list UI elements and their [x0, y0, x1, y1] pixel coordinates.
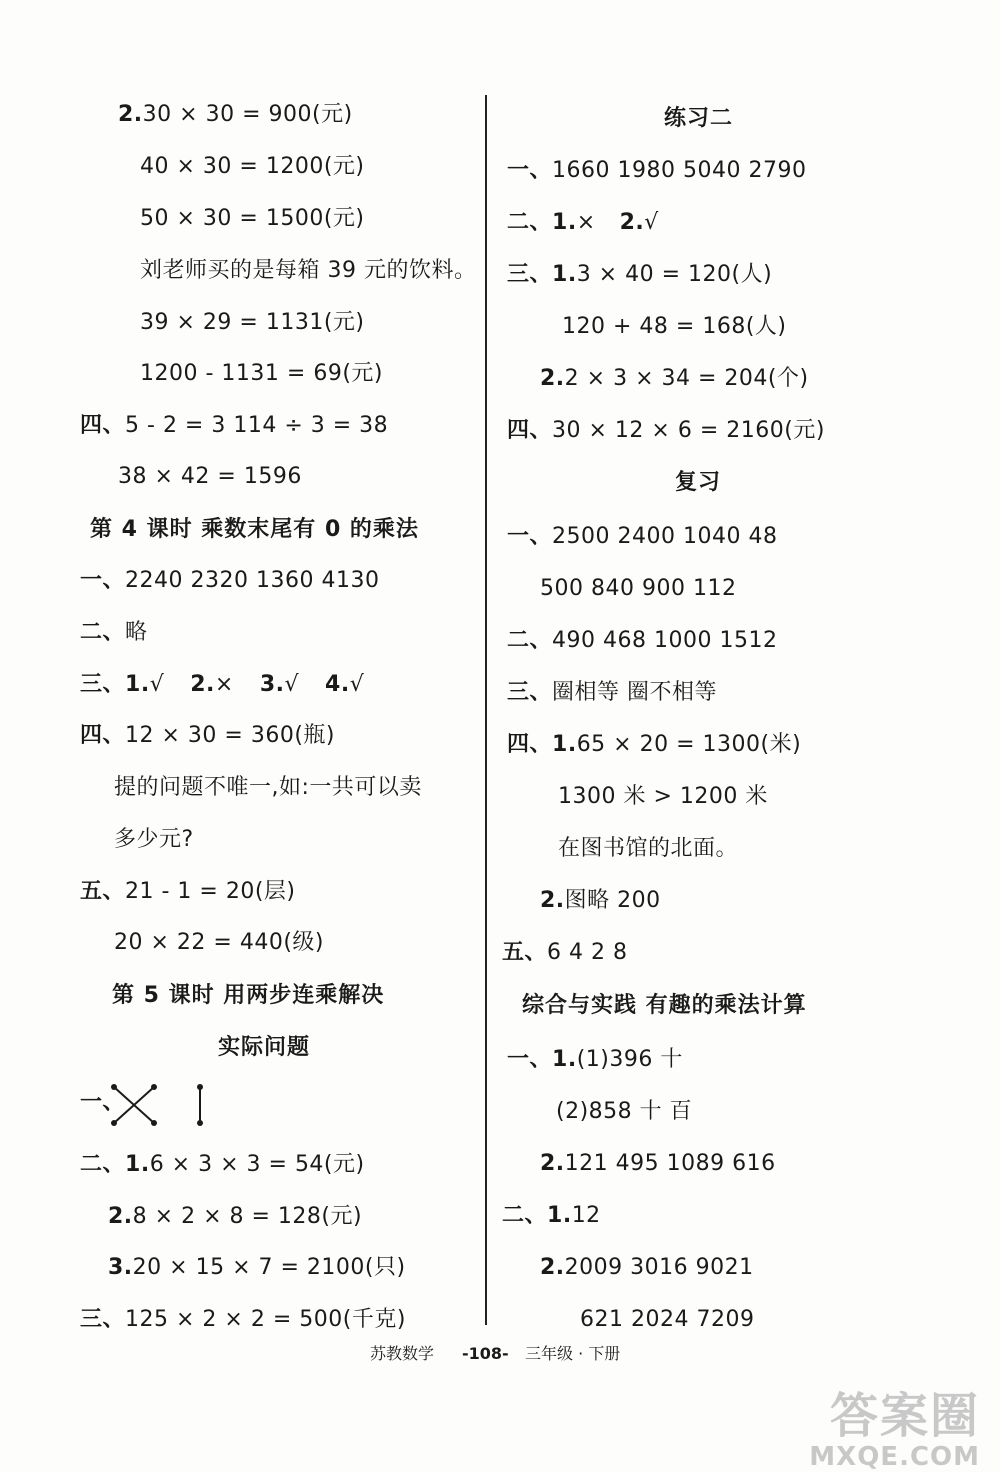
watermark-logo-text: 答案圈 [829, 1388, 980, 1444]
section-mark: 四、 [80, 413, 126, 438]
practice-q2 [502, 1201, 601, 1231]
practice-q1-2 [540, 1149, 776, 1179]
matching-lines-diagram [108, 1083, 218, 1129]
section-mark: 四、 [507, 418, 553, 443]
review-q4-b: 1300 米 > 1200 米 [558, 784, 768, 809]
practice-q2-2 [540, 1253, 754, 1283]
section-mark: 三、 [507, 680, 553, 705]
answers: 图略 200 [564, 888, 661, 913]
review-q1-b: 500 840 900 112 [540, 576, 737, 601]
exercise-2-heading: 练习二 [664, 106, 734, 131]
footer-grade: 三年级 · 下册 [525, 1344, 621, 1363]
lesson-5-heading-2: 实际问题 [218, 1035, 311, 1060]
practice-q1-b: (2)858 十 百 [556, 1099, 693, 1124]
section-mark: 一、 [507, 1047, 553, 1072]
section-mark: 一、 [80, 568, 126, 593]
section-mark: 一、 [507, 524, 553, 549]
answers: 略 [125, 620, 148, 645]
item-number: 2. [540, 888, 565, 913]
equation: 6 × 3 × 3 = 54(元) [149, 1152, 365, 1177]
check-mark: √ [349, 672, 365, 697]
equation: 8 × 2 × 8 = 128(元) [132, 1204, 363, 1229]
section-mark: 四、 [80, 723, 126, 748]
equation: 30 × 12 × 6 = 2160(元) [552, 418, 825, 443]
lesson5-q2-3 [108, 1253, 406, 1283]
item-number: 1. [552, 210, 577, 235]
practice-q1 [507, 1045, 683, 1075]
section-mark: 一、 [80, 1090, 126, 1115]
section-mark: 二、 [502, 1203, 548, 1228]
item-number: 2. [540, 366, 565, 391]
equation: 125 × 2 × 2 = 500(千克) [125, 1307, 406, 1332]
review-q4-c: 在图书馆的北面。 [558, 836, 739, 861]
item-number: 2. [190, 672, 215, 697]
section-mark: 五、 [80, 879, 126, 904]
item-number: 3. [108, 1255, 133, 1280]
answers: 6 4 2 8 [547, 940, 628, 965]
lesson5-q2 [80, 1150, 365, 1180]
answers: 2009 3016 9021 [564, 1255, 754, 1280]
review-q5 [502, 938, 627, 968]
item-number: 1. [125, 1152, 150, 1177]
answers: 圈相等 圈不相等 [552, 680, 718, 705]
review-q3 [507, 678, 717, 708]
practice-heading: 综合与实践 有趣的乘法计算 [522, 993, 807, 1018]
left-line-2: 40 × 30 = 1200(元) [140, 154, 365, 179]
ex2-q3-2 [540, 364, 809, 394]
cross-mark: × [214, 672, 234, 697]
equation: 65 × 20 = 1300(米) [576, 732, 802, 757]
lesson4-q1 [80, 566, 379, 596]
lesson4-q4 [80, 721, 335, 751]
item-number: 4. [325, 672, 350, 697]
section-mark: 三、 [507, 262, 553, 287]
section-mark: 一、 [507, 158, 553, 183]
ex2-q1 [507, 156, 806, 186]
lesson4-q5 [80, 877, 296, 907]
check-mark: √ [149, 672, 165, 697]
item-number: 1. [552, 1047, 577, 1072]
lesson4-q5-b: 20 × 22 = 440(级) [114, 930, 324, 955]
review-q4 [507, 730, 801, 760]
section-mark: 二、 [507, 210, 553, 235]
left-line-7 [80, 411, 388, 441]
item-number: 3. [259, 672, 285, 697]
left-line-6: 1200 - 1131 = 69(元) [140, 361, 383, 386]
item-number: 2. [540, 1255, 565, 1280]
item-number: 2. [118, 102, 143, 127]
left-line-3: 50 × 30 = 1500(元) [140, 206, 365, 231]
cross-mark: × [576, 210, 596, 235]
equation: 12 × 30 = 360(瓶) [125, 723, 336, 748]
review-heading: 复习 [675, 470, 722, 495]
equation: 20 × 15 × 7 = 2100(只) [132, 1255, 406, 1280]
item-number: 2. [619, 210, 645, 235]
section-mark: 五、 [502, 940, 548, 965]
practice-q2-b: 621 2024 7209 [580, 1307, 755, 1332]
review-q2 [507, 626, 777, 656]
item-number: 1. [125, 672, 150, 697]
answers: 2500 2400 1040 48 [552, 524, 778, 549]
review-q4-2 [540, 886, 661, 916]
answers: 490 468 1000 1512 [552, 628, 778, 653]
section-mark: 三、 [80, 672, 126, 697]
left-line-5: 39 × 29 = 1131(元) [140, 310, 365, 335]
item-number: 2. [108, 1204, 133, 1229]
column-divider [485, 95, 487, 1325]
section-mark: 二、 [507, 628, 553, 653]
watermark [809, 1390, 980, 1472]
check-mark: √ [284, 672, 300, 697]
left-line-4: 刘老师买的是每箱 39 元的饮料。 [140, 258, 477, 283]
check-mark: √ [644, 210, 659, 235]
lesson4-q4-note-2: 多少元? [114, 827, 194, 852]
lesson4-q2 [80, 618, 148, 648]
section-mark: 三、 [80, 1307, 126, 1332]
review-q1 [507, 522, 777, 552]
page-number: -108- [462, 1344, 509, 1363]
left-line-8: 38 × 42 = 1596 [118, 464, 302, 489]
lesson-4-heading: 第 4 课时 乘数末尾有 0 的乘法 [90, 517, 419, 542]
item-number: 1. [552, 262, 577, 287]
equation: 5 - 2 = 3 114 ÷ 3 = 38 [125, 413, 389, 438]
item-number: 2. [540, 1151, 565, 1176]
equation: 30 × 30 = 900(元) [142, 102, 353, 127]
section-mark: 二、 [80, 620, 126, 645]
equation: 3 × 40 = 120(人) [576, 262, 773, 287]
section-mark: 二、 [80, 1152, 126, 1177]
answers: 1660 1980 5040 2790 [552, 158, 807, 183]
answers: 2240 2320 1360 4130 [125, 568, 380, 593]
ex2-q3 [507, 260, 772, 290]
ex2-q4 [507, 416, 825, 446]
lesson5-q3 [80, 1305, 406, 1335]
section-mark: 四、 [507, 732, 553, 757]
lesson-5-heading: 第 5 课时 用两步连乘解决 [112, 983, 385, 1008]
answers: 12 [571, 1203, 601, 1228]
answers: (1)396 十 [576, 1047, 683, 1072]
item-number: 1. [547, 1203, 572, 1228]
watermark-url: MXQE.COM [809, 1442, 980, 1472]
lesson5-q2-2 [108, 1202, 362, 1232]
answers: 121 495 1089 616 [564, 1151, 776, 1176]
item-number: 1. [552, 732, 577, 757]
lesson4-q4-note-1: 提的问题不唯一,如:一共可以卖 [114, 775, 422, 800]
ex2-q2 [507, 208, 659, 238]
ex2-q3-b: 120 + 48 = 168(人) [562, 314, 787, 339]
left-line-1 [118, 100, 353, 130]
footer-subject: 苏教数学 [370, 1344, 435, 1363]
equation: 2 × 3 × 34 = 204(个) [564, 366, 809, 391]
equation: 21 - 1 = 20(层) [125, 879, 296, 904]
lesson4-q3 [80, 670, 364, 700]
